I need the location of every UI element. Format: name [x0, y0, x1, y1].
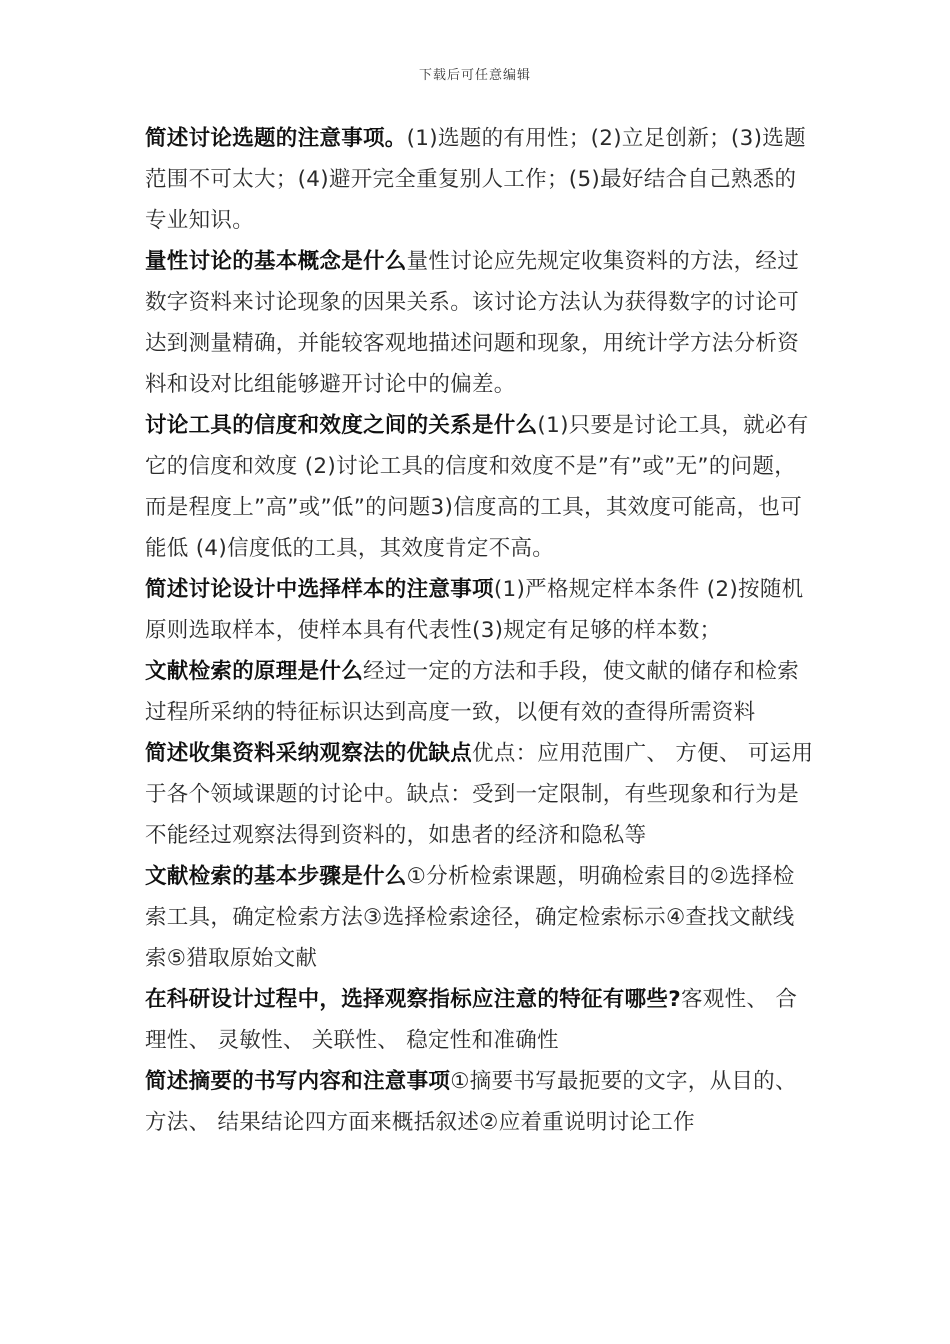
question-heading: 文献检索的基本步骤是什么	[145, 864, 407, 889]
qa-item-2	[145, 241, 815, 405]
answer-text: 量性讨论应先规定收集资料的方法，经过数字资料来讨论现象的因果关系。该讨论方法认为获得数字的讨论可达到测量精确，并能较客观地描述问题和现象，用统计学方法分析资料和设对比组能够避开讨论中的偏差。	[145, 249, 800, 397]
question-heading: 在科研设计过程中，选择观察指标应注意的特征有哪些?	[145, 987, 681, 1012]
qa-item-5	[145, 651, 815, 733]
answer-text: (1)只要是讨论工具，就必有它的信度和效度 (2)讨论工具的信度和效度不是”有”或”无”的问题，而是程度上”高”或”低”的问题3)信度高的工具，其效度可能高，也可能低 (4)信度低的工具，其效度肯定不高。	[145, 413, 809, 561]
qa-item-3	[145, 405, 815, 569]
answer-text: ①摘要书写最扼要的文字，从目的、 方法、 结果结论四方面来概括叙述②应着重说明讨论工作	[145, 1069, 797, 1135]
qa-item-4	[145, 569, 815, 651]
question-heading: 简述收集资料采纳观察法的优缺点	[145, 741, 473, 766]
qa-item-6	[145, 733, 815, 856]
page-header: 下载后可任意编辑	[418, 68, 531, 83]
question-heading: 简述摘要的书写内容和注意事项	[145, 1069, 451, 1094]
question-heading: 量性讨论的基本概念是什么	[145, 249, 407, 274]
question-heading: 简述讨论选题的注意事项。	[145, 126, 407, 151]
answer-text: 优点：应用范围广、 方便、 可运用于各个领域课题的讨论中。缺点：受到一定限制，有些现象和行为是不能经过观察法得到资料的，如患者的经济和隐私等	[145, 741, 814, 848]
question-heading: 文献检索的原理是什么	[145, 659, 364, 684]
answer-text: (1)选题的有用性；(2)立足创新；(3)选题范围不可太大；(4)避开完全重复别人工作；(5)最好结合自己熟悉的专业知识。	[145, 126, 806, 233]
question-heading: 讨论工具的信度和效度之间的关系是什么	[145, 413, 538, 438]
question-heading: 简述讨论设计中选择样本的注意事项	[145, 577, 494, 602]
answer-text: (1)严格规定样本条件 (2)按随机原则选取样本，使样本具有代表性(3)规定有足够的样本数；	[145, 577, 804, 643]
qa-item-8	[145, 979, 815, 1061]
qa-item-7	[145, 856, 815, 979]
answer-text: ①分析检索课题，明确检索目的②选择检索工具，确定检索方法③选择检索途径，确定检索标示④查找文献线索⑤猎取原始文献	[145, 864, 795, 971]
qa-item-9	[145, 1061, 815, 1143]
qa-item-1	[145, 118, 815, 241]
document-body	[145, 118, 815, 1143]
answer-text: 经过一定的方法和手段，使文献的储存和检索过程所采纳的特征标识达到高度一致，以便有效的查得所需资料	[145, 659, 800, 725]
answer-text: 客观性、 合理性、 灵敏性、 关联性、 稳定性和准确性	[145, 987, 798, 1053]
